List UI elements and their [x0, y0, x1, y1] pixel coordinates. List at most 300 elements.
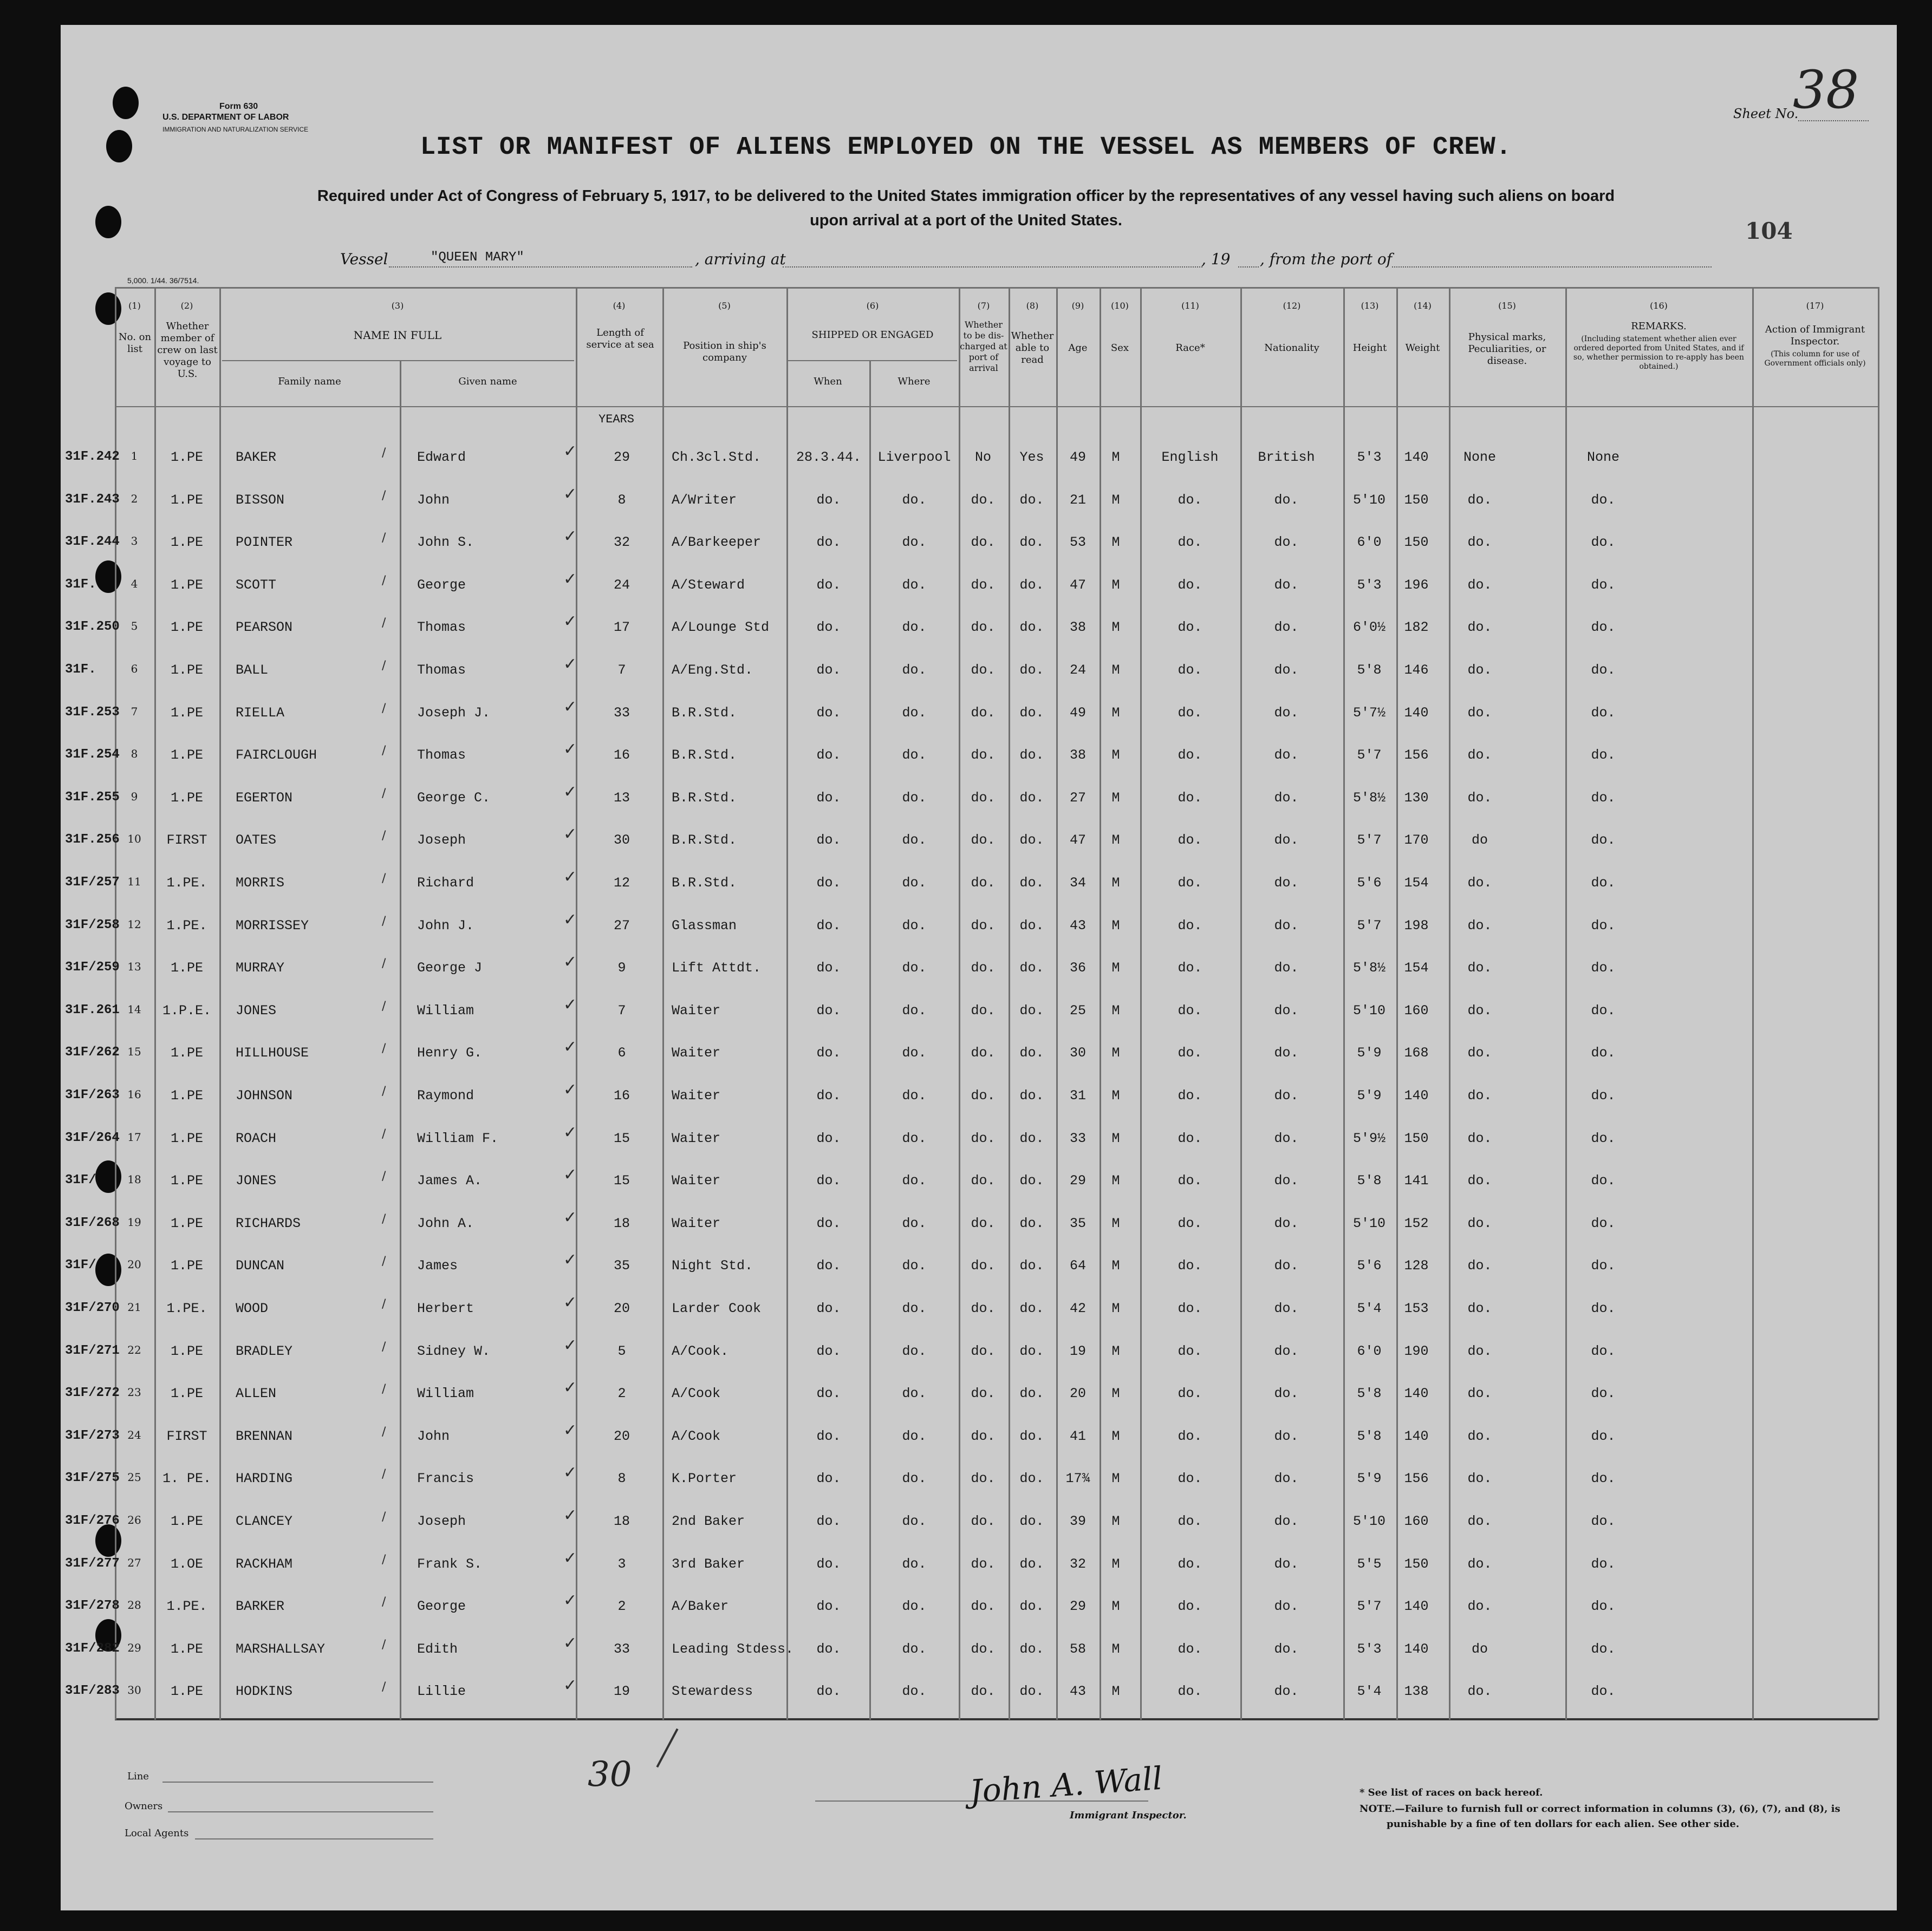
col-num-16: (16): [1650, 301, 1668, 311]
row-position: Waiter: [672, 1045, 721, 1061]
row-ref-number: 31F/283: [65, 1684, 120, 1698]
row-able-to-read: do.: [1019, 875, 1044, 891]
check-mark-icon: /: [382, 1467, 386, 1481]
col-line: [154, 287, 156, 1720]
row-list-number: 23: [127, 1386, 141, 1399]
row-crew-status: 1.PE.: [166, 875, 207, 891]
row-age: 47: [1069, 577, 1087, 593]
check-mark-icon: /: [382, 1382, 386, 1396]
department-name: U.S. DEPARTMENT OF LABOR: [162, 113, 289, 122]
row-nationality: do.: [1274, 1003, 1299, 1019]
header-when: When: [814, 376, 842, 387]
row-crew-status: FIRST: [166, 1428, 207, 1444]
row-list-number: 22: [127, 1343, 141, 1356]
check-mark-icon: ✓: [563, 570, 577, 589]
row-years-service: 2: [617, 1599, 626, 1614]
row-crew-status: 1.P.E.: [162, 1003, 212, 1019]
row-discharged: do.: [971, 1428, 996, 1444]
inspector-label: Immigrant Inspector.: [1070, 1810, 1187, 1821]
row-years-service: 7: [617, 1003, 626, 1019]
row-physical-marks: do.: [1467, 1088, 1492, 1104]
col-num-12: (12): [1283, 301, 1301, 311]
row-given-name: George: [417, 1599, 466, 1614]
row-remarks: do.: [1591, 534, 1616, 550]
row-physical-marks: do.: [1467, 1471, 1492, 1486]
row-position: B.R.Std.: [672, 747, 737, 763]
col-line: [959, 287, 960, 1720]
line-rule: [162, 1782, 433, 1783]
row-list-number: 20: [127, 1258, 141, 1271]
row-crew-status: 1.PE.: [166, 918, 207, 934]
row-position: Stewardess: [672, 1684, 753, 1699]
row-discharged: do.: [971, 1003, 996, 1019]
row-physical-marks: do.: [1467, 1216, 1492, 1231]
row-able-to-read: do.: [1019, 1684, 1044, 1699]
vessel-line: [389, 266, 692, 268]
row-list-number: 19: [127, 1216, 141, 1229]
sheet-number: 38: [1793, 60, 1859, 120]
row-height: 5'8: [1357, 662, 1382, 678]
row-shipped-when: do.: [816, 1301, 841, 1316]
row-given-name: George C.: [417, 790, 491, 806]
row-sex: M: [1111, 1514, 1120, 1529]
row-family-name: HILLHOUSE: [236, 1045, 309, 1061]
row-given-name: Lillie: [417, 1684, 466, 1699]
row-nationality: do.: [1274, 1428, 1299, 1444]
owners-rule: [168, 1811, 433, 1812]
row-able-to-read: do.: [1019, 1386, 1044, 1401]
row-age: 43: [1069, 918, 1087, 934]
row-discharged: No: [974, 449, 992, 465]
row-family-name: JONES: [236, 1173, 277, 1189]
row-nationality: do.: [1274, 1599, 1299, 1614]
row-height: 5'9: [1357, 1471, 1382, 1486]
row-remarks: do.: [1591, 1428, 1616, 1444]
row-discharged: do.: [971, 577, 996, 593]
check-mark-icon: /: [382, 531, 386, 545]
check-mark-icon: ✓: [563, 1293, 577, 1312]
row-nationality: do.: [1274, 918, 1299, 934]
header-position: Position in ship's company: [683, 340, 766, 363]
col-line: [1878, 287, 1879, 1720]
row-age: 21: [1069, 492, 1087, 508]
row-sex: M: [1111, 662, 1120, 678]
row-list-number: 8: [131, 747, 138, 760]
row-list-number: 13: [127, 960, 141, 973]
header-action-note: (This column for use of Government officials only): [1764, 350, 1866, 368]
row-nationality: do.: [1274, 832, 1299, 848]
row-discharged: do.: [971, 492, 996, 508]
owners-label: Owners: [125, 1800, 163, 1812]
row-crew-status: 1.PE: [170, 1386, 204, 1401]
row-crew-status: 1.PE: [170, 1173, 204, 1189]
row-family-name: MORRISSEY: [236, 918, 309, 934]
row-discharged: do.: [971, 1386, 996, 1401]
row-sex: M: [1111, 577, 1120, 593]
row-able-to-read: do.: [1019, 1088, 1044, 1104]
row-nationality: do.: [1274, 662, 1299, 678]
row-ref-number: 31F/282: [65, 1641, 120, 1656]
check-mark-icon: /: [382, 744, 386, 758]
row-able-to-read: do.: [1019, 492, 1044, 508]
row-height: 5'5: [1357, 1556, 1382, 1572]
row-crew-status: 1.PE: [170, 577, 204, 593]
row-crew-status: 1.PE: [170, 534, 204, 550]
row-position: A/Cook: [672, 1386, 721, 1401]
row-position: A/Barkeeper: [672, 534, 762, 550]
row-ref-number: 31F/276: [65, 1514, 120, 1528]
row-shipped-where: do.: [902, 1428, 927, 1444]
row-weight: 190: [1404, 1343, 1429, 1359]
years-label: YEARS: [599, 413, 635, 426]
row-physical-marks: do: [1471, 832, 1488, 848]
row-weight: 128: [1404, 1258, 1429, 1274]
row-position: Waiter: [672, 1173, 721, 1189]
row-race: do.: [1178, 1428, 1202, 1444]
row-discharged: do.: [971, 747, 996, 763]
row-years-service: 18: [613, 1514, 630, 1529]
row-remarks: do.: [1591, 918, 1616, 934]
row-weight: 141: [1404, 1173, 1429, 1189]
line-label: Line: [127, 1771, 149, 1782]
name-subheader-rule: [222, 360, 574, 361]
row-height: 6'0½: [1352, 619, 1386, 635]
row-crew-status: 1.PE: [170, 705, 204, 721]
row-age: 58: [1069, 1641, 1087, 1657]
row-sex: M: [1111, 747, 1120, 763]
row-remarks: do.: [1591, 1045, 1616, 1061]
row-race: do.: [1178, 1216, 1202, 1231]
col-num-9: (9): [1071, 301, 1084, 311]
row-height: 5'10: [1352, 1514, 1386, 1529]
row-weight: 150: [1404, 534, 1429, 550]
row-sex: M: [1111, 1471, 1120, 1486]
row-sex: M: [1111, 1556, 1120, 1572]
row-given-name: William: [417, 1003, 474, 1019]
row-able-to-read: do.: [1019, 747, 1044, 763]
row-years-service: 20: [613, 1428, 630, 1444]
row-years-service: 12: [613, 875, 630, 891]
row-physical-marks: do.: [1467, 1301, 1492, 1316]
row-height: 5'7: [1357, 918, 1382, 934]
row-weight: 154: [1404, 960, 1429, 976]
row-shipped-when: do.: [816, 662, 841, 678]
col-num-8: (8): [1026, 301, 1039, 311]
row-remarks: do.: [1591, 705, 1616, 721]
row-shipped-where: do.: [902, 1599, 927, 1614]
row-remarks: do.: [1591, 747, 1616, 763]
row-shipped-where: do.: [902, 1088, 927, 1104]
check-mark-icon: /: [382, 1085, 386, 1098]
check-mark-icon: /: [382, 1127, 386, 1141]
check-mark-icon: /: [382, 1425, 386, 1439]
col-line: [1240, 287, 1242, 1720]
row-height: 5'10: [1352, 1216, 1386, 1231]
row-family-name: ROACH: [236, 1131, 277, 1146]
row-ref-number: 31F.255: [65, 790, 120, 805]
row-nationality: do.: [1274, 1216, 1299, 1231]
row-shipped-when: do.: [816, 619, 841, 635]
row-position: B.R.Std.: [672, 875, 737, 891]
agents-rule: [195, 1838, 433, 1839]
row-age: 33: [1069, 1131, 1087, 1146]
row-position: Night Std.: [672, 1258, 753, 1274]
row-position: A/Steward: [672, 577, 745, 593]
row-list-number: 1: [131, 449, 138, 462]
row-nationality: do.: [1274, 1471, 1299, 1486]
check-mark-icon: /: [382, 787, 386, 800]
row-crew-status: 1.PE: [170, 747, 204, 763]
row-sex: M: [1111, 1173, 1120, 1189]
row-shipped-where: do.: [902, 918, 927, 934]
row-shipped-when: do.: [816, 1599, 841, 1614]
row-physical-marks: do.: [1467, 662, 1492, 678]
row-age: 29: [1069, 1173, 1087, 1189]
row-height: 5'9: [1357, 1088, 1382, 1104]
row-weight: 140: [1404, 1599, 1429, 1614]
row-shipped-when: do.: [816, 1216, 841, 1231]
row-years-service: 35: [613, 1258, 630, 1274]
row-height: 5'7: [1357, 747, 1382, 763]
header-remarks: REMARKS.: [1631, 321, 1687, 332]
col-num-6: (6): [866, 301, 879, 311]
row-remarks: do.: [1591, 662, 1616, 678]
row-list-number: 29: [127, 1641, 141, 1654]
row-height: 5'7: [1357, 1599, 1382, 1614]
row-years-service: 20: [613, 1301, 630, 1316]
row-race: do.: [1178, 960, 1202, 976]
check-mark-icon: /: [382, 957, 386, 970]
row-remarks: do.: [1591, 1216, 1616, 1231]
row-shipped-when: do.: [816, 1514, 841, 1529]
year-line: [1238, 266, 1259, 268]
check-mark-icon: /: [382, 1595, 386, 1609]
row-years-service: 8: [617, 492, 626, 508]
row-family-name: MORRIS: [236, 875, 285, 891]
row-list-number: 5: [131, 619, 138, 632]
row-list-number: 6: [131, 662, 138, 675]
row-physical-marks: do.: [1467, 619, 1492, 635]
check-mark-icon: /: [382, 1510, 386, 1524]
punch-hole: [95, 560, 121, 593]
row-shipped-where: do.: [902, 534, 927, 550]
row-years-service: 27: [613, 918, 630, 934]
row-race: do.: [1178, 1599, 1202, 1614]
row-height: 5'10: [1352, 492, 1386, 508]
row-age: 42: [1069, 1301, 1087, 1316]
header-weight: Weight: [1405, 342, 1440, 354]
row-ref-number: 31F.244: [65, 534, 120, 549]
row-list-number: 14: [127, 1003, 141, 1016]
header-discharged: Whether to be dis-charged at port of arrival: [960, 319, 1007, 373]
row-sex: M: [1111, 534, 1120, 550]
row-family-name: CLANCEY: [236, 1514, 293, 1529]
row-able-to-read: do.: [1019, 1343, 1044, 1359]
row-ref-number: 31F.: [65, 662, 96, 677]
header-sex: Sex: [1110, 342, 1129, 354]
penalty-note-2: punishable by a fine of ten dollars for each alien. See other side.: [1387, 1818, 1740, 1830]
row-race: do.: [1178, 662, 1202, 678]
row-discharged: do.: [971, 1258, 996, 1274]
row-shipped-where: do.: [902, 1556, 927, 1572]
row-shipped-where: do.: [902, 1173, 927, 1189]
row-discharged: do.: [971, 619, 996, 635]
row-weight: 154: [1404, 875, 1429, 891]
row-height: 5'8: [1357, 1173, 1382, 1189]
check-mark-icon: ✓: [563, 1378, 577, 1397]
row-height: 5'10: [1352, 1003, 1386, 1019]
row-weight: 170: [1404, 832, 1429, 848]
row-sex: M: [1111, 875, 1120, 891]
row-crew-status: 1.OE: [170, 1556, 204, 1572]
row-physical-marks: do.: [1467, 790, 1492, 806]
row-race: do.: [1178, 1343, 1202, 1359]
row-sex: M: [1111, 619, 1120, 635]
row-discharged: do.: [971, 1301, 996, 1316]
row-race: do.: [1178, 1088, 1202, 1104]
row-list-number: 7: [131, 705, 138, 718]
row-ref-number: 31F/259: [65, 960, 120, 975]
row-age: 38: [1069, 747, 1087, 763]
row-remarks: do.: [1591, 1684, 1616, 1699]
col-line: [1449, 287, 1450, 1720]
col-num-3: (3): [391, 301, 404, 311]
row-shipped-when: do.: [816, 1641, 841, 1657]
row-discharged: do.: [971, 875, 996, 891]
col-num-7: (7): [977, 301, 990, 311]
check-mark-icon: /: [382, 1553, 386, 1567]
check-mark-icon: /: [382, 872, 386, 885]
row-list-number: 28: [127, 1599, 141, 1612]
row-sex: M: [1111, 960, 1120, 976]
row-crew-status: 1.PE: [170, 1258, 204, 1274]
row-position: 2nd Baker: [672, 1514, 745, 1529]
row-ref-number: 31F.250: [65, 619, 120, 634]
header-no-on-list: No. on list: [118, 331, 152, 355]
row-height: 5'8: [1357, 1386, 1382, 1401]
row-age: 49: [1069, 705, 1087, 721]
row-weight: 156: [1404, 1471, 1429, 1486]
row-physical-marks: do.: [1467, 534, 1492, 550]
row-remarks: do.: [1591, 960, 1616, 976]
check-mark-icon: ✓: [563, 740, 577, 759]
row-position: Lift Attdt.: [672, 960, 762, 976]
row-race: do.: [1178, 1641, 1202, 1657]
row-shipped-where: do.: [902, 577, 927, 593]
row-weight: 198: [1404, 918, 1429, 934]
row-weight: 140: [1404, 1428, 1429, 1444]
col-num-5: (5): [718, 301, 731, 311]
row-ref-number: 31F/268: [65, 1216, 120, 1230]
col-line: [1565, 287, 1567, 1720]
row-discharged: do.: [971, 832, 996, 848]
row-age: 43: [1069, 1684, 1087, 1699]
row-remarks: do.: [1591, 875, 1616, 891]
row-ref-number: 31F/275: [65, 1471, 120, 1485]
row-discharged: do.: [971, 1088, 996, 1104]
sheet-label: Sheet No.: [1733, 106, 1799, 121]
row-list-number: 27: [127, 1556, 141, 1569]
row-position: Waiter: [672, 1216, 721, 1231]
row-physical-marks: do.: [1467, 875, 1492, 891]
row-shipped-where: do.: [902, 1471, 927, 1486]
row-shipped-where: do.: [902, 619, 927, 635]
row-crew-status: 1. PE.: [162, 1471, 212, 1486]
row-remarks: do.: [1591, 1173, 1616, 1189]
row-crew-status: 1.PE: [170, 1514, 204, 1529]
row-given-name: Sidney W.: [417, 1343, 491, 1359]
row-race: English: [1161, 449, 1219, 465]
row-age: 17¾: [1065, 1471, 1090, 1486]
row-shipped-where: do.: [902, 705, 927, 721]
row-position: K.Porter: [672, 1471, 737, 1486]
row-years-service: 7: [617, 662, 626, 678]
row-years-service: 33: [613, 1641, 630, 1657]
row-race: do.: [1178, 1173, 1202, 1189]
row-given-name: Raymond: [417, 1088, 474, 1104]
row-age: 34: [1069, 875, 1087, 891]
row-given-name: Herbert: [417, 1301, 474, 1316]
row-family-name: BALL: [236, 662, 269, 678]
check-mark-icon: /: [382, 489, 386, 503]
row-ref-number: 31F/264: [65, 1131, 120, 1145]
row-remarks: do.: [1591, 492, 1616, 508]
row-family-name: BAKER: [236, 449, 277, 465]
row-ref-number: 31F.: [65, 577, 96, 592]
row-race: do.: [1178, 832, 1202, 848]
row-sex: M: [1111, 1386, 1120, 1401]
row-crew-status: 1.PE: [170, 1088, 204, 1104]
header-length-service: Length of service at sea: [586, 327, 654, 350]
col-line: [1396, 287, 1398, 1720]
row-family-name: MURRAY: [236, 960, 285, 976]
row-height: 5'4: [1357, 1684, 1382, 1699]
row-ref-number: 31F.256: [65, 832, 120, 847]
row-weight: 150: [1404, 1556, 1429, 1572]
col-line: [1009, 287, 1010, 1720]
col-line: [869, 361, 871, 1720]
row-years-service: 16: [613, 747, 630, 763]
row-physical-marks: None: [1463, 449, 1497, 465]
row-nationality: do.: [1274, 577, 1299, 593]
row-given-name: George: [417, 577, 466, 593]
check-mark-icon: /: [382, 1212, 386, 1226]
row-shipped-where: do.: [902, 1386, 927, 1401]
row-able-to-read: do.: [1019, 1258, 1044, 1274]
row-race: do.: [1178, 1045, 1202, 1061]
check-mark-icon: ✓: [563, 527, 577, 546]
row-list-number: 11: [127, 875, 141, 888]
punch-hole: [95, 1524, 121, 1557]
row-position: 3rd Baker: [672, 1556, 745, 1572]
row-age: 20: [1069, 1386, 1087, 1401]
col-line: [1100, 287, 1101, 1720]
row-list-number: 17: [127, 1131, 141, 1144]
row-sex: M: [1111, 1343, 1120, 1359]
row-nationality: do.: [1274, 1301, 1299, 1316]
row-race: do.: [1178, 1556, 1202, 1572]
row-family-name: DUNCAN: [236, 1258, 285, 1274]
row-able-to-read: do.: [1019, 619, 1044, 635]
arriving-label: , arriving at: [695, 250, 786, 268]
row-crew-status: 1.PE: [170, 1641, 204, 1657]
row-given-name: William F.: [417, 1131, 499, 1146]
check-mark-icon: ✓: [563, 1038, 577, 1056]
row-age: 36: [1069, 960, 1087, 976]
row-height: 5'3: [1357, 1641, 1382, 1657]
row-shipped-when: do.: [816, 1258, 841, 1274]
row-physical-marks: do.: [1467, 918, 1492, 934]
